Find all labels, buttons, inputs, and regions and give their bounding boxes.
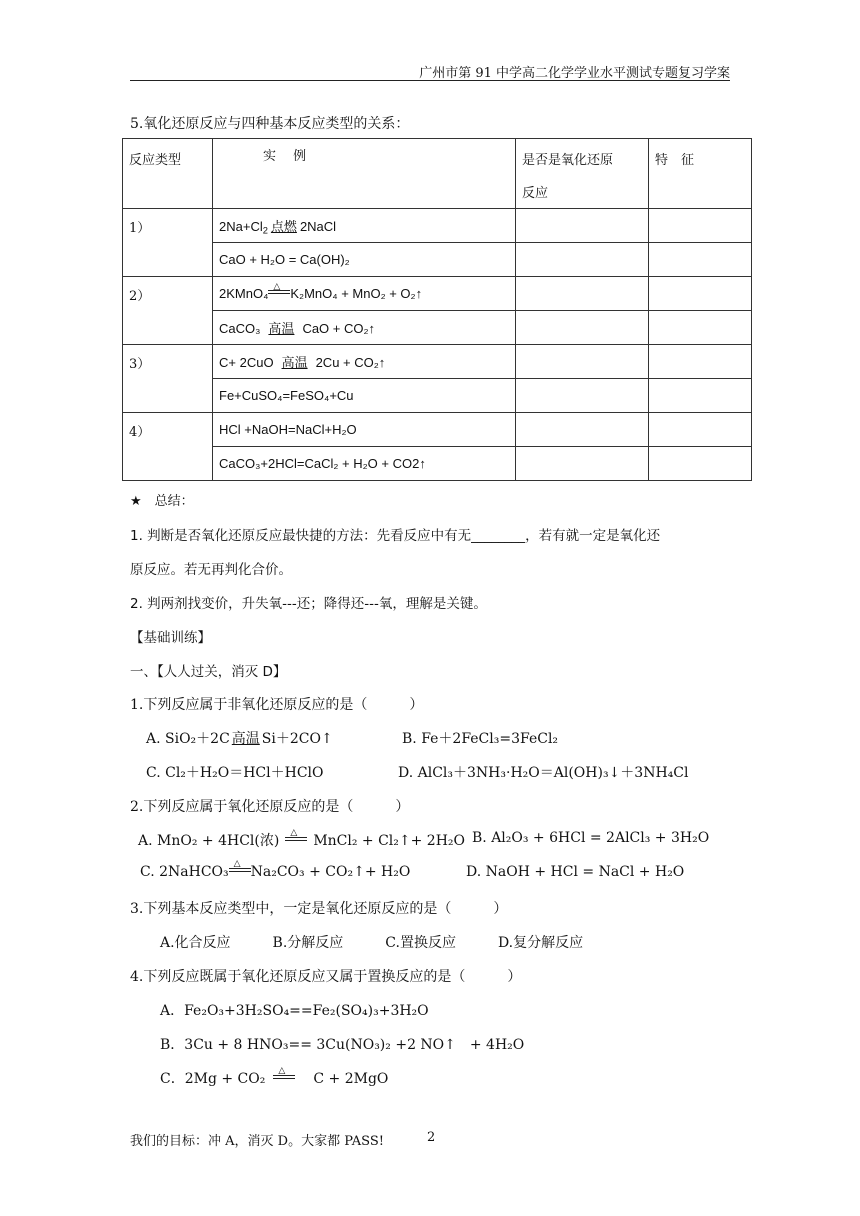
row6-example: Fe+CuSO₄=FeSO₄+Cu	[213, 379, 516, 413]
heat-symbol: △	[268, 287, 290, 301]
header-is-redox-line2: 反应	[522, 186, 549, 201]
row4-is-redox-cell	[516, 311, 649, 345]
question-4: 4.下列反应既属于氧化还原反应又属于置换反应的是（ ）	[130, 969, 522, 985]
header-reaction-type: 反应类型	[123, 139, 213, 209]
question-1-option-b: B. Fe＋2FeCl₃=3FeCl₂	[402, 731, 559, 747]
header-feature: 特 征	[649, 139, 752, 209]
question-4-option-b: B．3Cu + 8 HNO₃== 3Cu(NO₃)₂ +2 NO↑ + 4H₂O	[160, 1037, 525, 1053]
row4-feature-cell	[649, 311, 752, 345]
summary-title: ★ 总结：	[130, 494, 194, 509]
row5-feature-cell	[649, 345, 752, 379]
page-number: 2	[427, 1130, 436, 1145]
training-subtitle: 一、【人人过关，消灭 D】	[130, 664, 287, 680]
question-2-option-c: C. 2NaHCO₃ △ Na₂CO₃ + CO₂↑+ H₂O	[140, 859, 411, 880]
row8-is-redox-cell	[516, 447, 649, 481]
question-1: 1.下列反应属于非氧化还原反应的是（ ）	[130, 697, 424, 713]
row8-example: CaCO₃+2HCl=CaCl₂ + H₂O + CO2↑	[213, 447, 516, 481]
row2-feature-cell	[649, 243, 752, 277]
summary-point-1b: 原反应。若无再判化合价。	[130, 562, 292, 578]
question-2-option-b: B. Al₂O₃ + 6HCl = 2AlCl₃ + 3H₂O	[472, 830, 710, 846]
row7-example: HCl +NaOH=NaCl+H₂O	[213, 413, 516, 447]
header-rule	[130, 80, 730, 81]
row7-feature-cell	[649, 413, 752, 447]
row5-is-redox-cell	[516, 345, 649, 379]
reaction-type-table	[122, 138, 752, 481]
row7-type: 4）	[123, 413, 213, 481]
question-2-option-d: D. NaOH + HCl = NaCl + H₂O	[466, 864, 685, 880]
header-example: 实 例	[213, 139, 516, 209]
row3-feature-cell	[649, 277, 752, 311]
row4-example: CaCO₃ 高温 CaO + CO₂↑	[213, 311, 516, 345]
row3-example: 2KMnO₄ △ K₂MnO₄ + MnO₂ + O₂↑	[213, 277, 516, 311]
row3-type: 2）	[123, 277, 213, 345]
header-is-redox	[516, 139, 649, 209]
question-1-option-c: C. Cl₂＋H₂O＝HCl＋HClO	[146, 765, 324, 781]
question-3-options: A.化合反应 B.分解反应 C.置换反应 D.复分解反应	[160, 935, 584, 951]
row2-example: CaO + H₂O = Ca(OH)₂	[213, 243, 516, 277]
row5-type: 3）	[123, 345, 213, 413]
heat-symbol: △	[229, 865, 251, 879]
question-4-option-a: A．Fe₂O₃+3H₂SO₄==Fe₂(SO₄)₃+3H₂O	[160, 1003, 429, 1019]
row1-is-redox-cell	[516, 209, 649, 243]
footer-motto: 我们的目标：冲 A，消灭 D。大家都 PASS!	[130, 1134, 384, 1149]
row1-example: $2Na+Cl_2$ 点燃 2NaCl	[213, 209, 516, 243]
row2-is-redox-cell	[516, 243, 649, 277]
question-1-option-a: A. SiO₂＋2C 高温 Si＋2CO↑	[146, 731, 333, 747]
heat-symbol: △	[285, 834, 307, 848]
question-4-option-c: C．2Mg + CO₂ △ C + 2MgO	[160, 1066, 389, 1087]
header-is-redox-line1: 是否是氧化还原	[522, 153, 614, 168]
row8-feature-cell	[649, 447, 752, 481]
question-3: 3.下列基本反应类型中，一定是氧化还原反应的是（ ）	[130, 901, 508, 917]
question-1-option-d: D. AlCl₃＋3NH₃·H₂O＝Al(OH)₃↓＋3NH₄Cl	[398, 765, 689, 781]
row1-feature-cell	[649, 209, 752, 243]
question-2-option-a: A. MnO₂ + 4HCl(浓) △ MnCl₂ + Cl₂↑+ 2H₂O	[138, 828, 466, 849]
page-header: 广州市第 91 中学高二化学学业水平测试专题复习学案	[419, 66, 730, 81]
section-title: 5.氧化还原反应与四种基本反应类型的关系：	[130, 116, 410, 132]
row6-feature-cell	[649, 379, 752, 413]
row3-is-redox-cell	[516, 277, 649, 311]
summary-point-2: 2. 判两剂找变价，升失氧---还；降得还---氧，理解是关键。	[130, 596, 487, 612]
training-title: 【基础训练】	[130, 630, 211, 646]
question-2: 2.下列反应属于氧化还原反应的是（ ）	[130, 799, 410, 815]
heat-symbol: △	[273, 1072, 295, 1086]
row6-is-redox-cell	[516, 379, 649, 413]
row1-type: 1）	[123, 209, 213, 277]
summary-point-1a: 1. 判断是否氧化还原反应最快捷的方法：先看反应中有无________，若有就一定是氧化还	[130, 528, 661, 544]
row7-is-redox-cell	[516, 413, 649, 447]
row5-example: C+ 2CuO 高温 2Cu + CO₂↑	[213, 345, 516, 379]
